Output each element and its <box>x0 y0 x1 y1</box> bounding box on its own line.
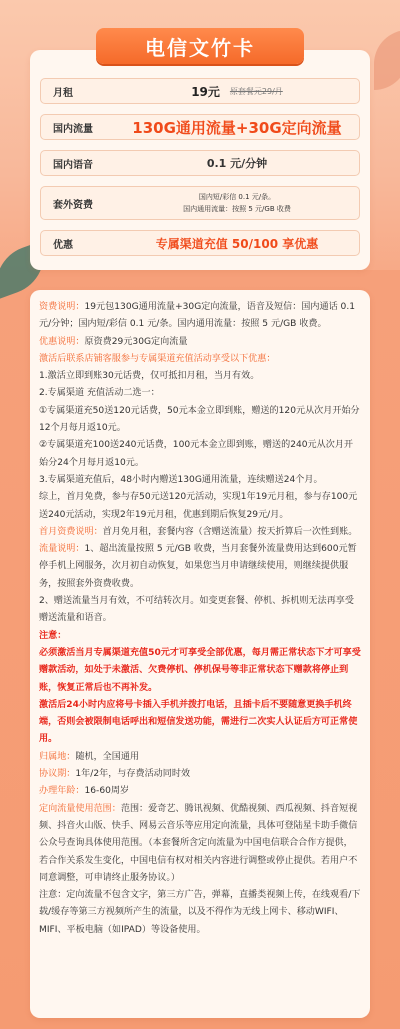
notice-warning: 必须激活当月专属渠道充值50元才可享受全部优惠，每月需正常状态下才可享受赠款活动，如处于未激活、欠费停机、停机保号等非正常状态下赠款将停止到账，恢复正常后也不再补发。 <box>39 647 361 693</box>
detail-item: ①专属渠道充50送120元话费，50元本金立即到账，赠送的120元从次月开始分12个月每月返10元。 <box>39 405 360 434</box>
detail-item: ②专属渠道充100送240元话费，100元本金立即到账，赠送的240元从次月开始分24个月每月返10元。 <box>39 440 354 468</box>
row-promo <box>40 230 360 256</box>
detail-item: 2.专属渠道 充值活动二选一： <box>39 388 160 399</box>
plan-title-banner <box>96 28 304 64</box>
data-amount: 130G通用流量+30G定向流量 <box>132 118 342 137</box>
first-month-description: 首月资费说明：首月免月租，套餐内容（含赠送流量）按天折算后一次性到账。 <box>39 526 358 537</box>
home-location: 归属地：随机，全国通用 <box>39 751 140 762</box>
detail-item: 3.专属渠道充值后，48小时内赠送130G通用流量，连续赠送24个月。 <box>39 474 323 485</box>
fee-description: 资费说明：19元包130G通用流量+30G定向流量，语音及短信：国内通话 0.1 元/分钟；国内短/彩信 0.1 元/条。国内通用流量：按照 5 元/GB 收费。 <box>39 302 356 330</box>
row-label: 国内语音 <box>53 159 93 171</box>
row-label: 国内流量 <box>53 123 93 135</box>
voice-rate: 0.1 元/分钟 <box>206 157 268 170</box>
row-value <box>121 115 353 139</box>
row-value <box>121 151 353 175</box>
detail-item: 1.激活立即到账30元话费，仅可抵扣月租，当月有效。 <box>39 371 260 382</box>
activation-notice: 激活后联系店铺客服参与专属渠道充值活动享受以下优惠： <box>39 353 276 364</box>
row-monthly-fee <box>40 78 360 104</box>
extra-fee-sms: 国内短/彩信 0.1 元/条。 <box>198 193 276 201</box>
detail-item: 2、赠送流量当月有效，不可结转次月。如变更套餐、停机、拆机则无法再享受赠送流量和语音。 <box>39 596 354 624</box>
activation-warning: 激活后24小时内应将号卡插入手机并拨打电话，且插卡后不要随意更换手机终端，否则会被限制电话呼出和短信发送功能，需进行二次实人认证后方可正常使用。 <box>39 699 358 745</box>
data-description: 流量说明：1、超出流量按照 5 元/GB 收费，当月套餐外流量费用达到600元暂停手机上网服务，次月初自动恢复，如果您当月申请继续使用，则继续提供服务，按照套外资费收费。 <box>39 544 357 589</box>
notice-heading: 注意： <box>39 630 67 641</box>
age-requirement: 办理年龄：16-60周岁 <box>39 786 130 797</box>
row-voice <box>40 150 360 176</box>
row-value <box>121 231 353 255</box>
targeted-data-scope: 定向流量使用范围：范围：爱奇艺、腾讯视频、优酷视频、西瓜视频、抖音短视频、抖音火山版、快手、网易云音乐等应用定向流量，具体可登陆星卡助手微信公众号查询具体使用范围。（本套餐所含定向流量为中国电信联合合作方提供，若合作关系发生变化，中国电信有权对相关内容进行调整或停止提供。若用户不同意调整，可申请终止服务协议。） <box>39 803 358 883</box>
monthly-price: 19元 <box>191 84 220 99</box>
row-label: 优惠 <box>53 239 73 251</box>
row-value <box>121 187 353 219</box>
discount-description: 优惠说明：原资费29元30G定向流量 <box>39 336 188 347</box>
original-price: 原套餐元29/月 <box>229 86 283 96</box>
plan-details-panel <box>30 290 370 1018</box>
contract-period: 协议期：1年/2年，与存费活动同时效 <box>39 769 191 780</box>
promo-text: 专属渠道充值 50/100 享优惠 <box>155 236 319 251</box>
plan-title: 电信文竹卡 <box>145 35 255 60</box>
row-extra-fees <box>40 186 360 220</box>
final-notice: 注意：定向流量不包含文字，第三方广告，弹幕，直播类视频上传，在线观看/下载/缓存等第三方视频所产生的流量，以及不得作为无线上网卡、移动WIFI、MIFI、平板电脑（如IPAD）等设备使用。 <box>39 890 361 935</box>
extra-fee-data: 国内通用流量：按照 5 元/GB 收费 <box>183 205 291 213</box>
plan-summary-card <box>30 50 370 270</box>
row-value <box>121 79 353 103</box>
detail-item: 综上，首月免费，参与存50元送120元活动，实现1年19元月租，参与存100元送240元活动，实现2年19元月租，优惠到期后恢复29元/月。 <box>39 492 358 520</box>
row-label: 月租 <box>53 87 73 99</box>
row-label: 套外资费 <box>53 199 93 211</box>
row-data <box>40 114 360 140</box>
